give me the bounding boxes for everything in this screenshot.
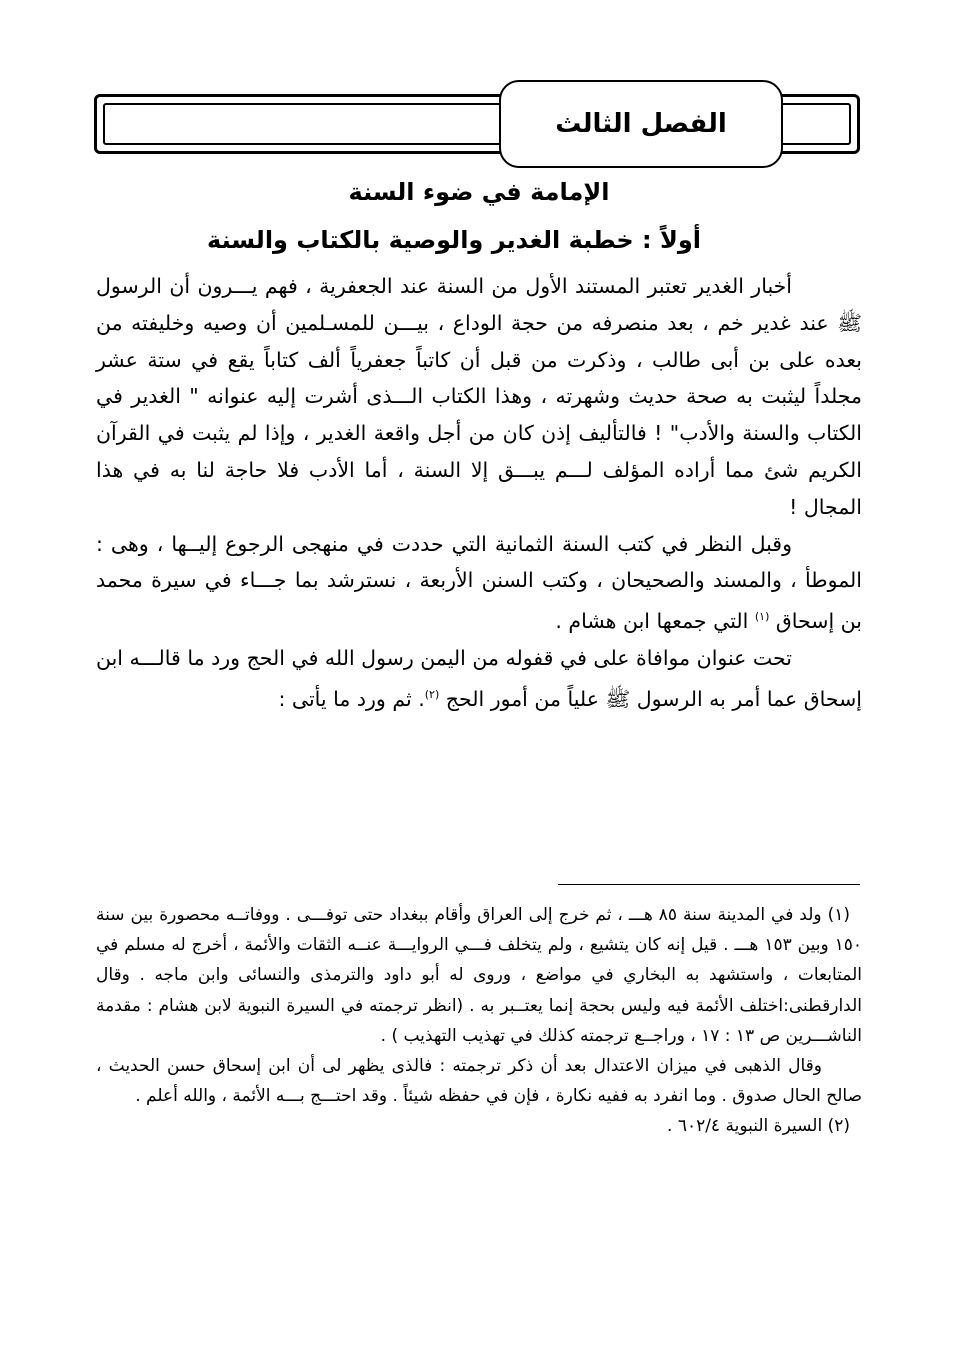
footnote-number: (٢) [827, 1116, 850, 1137]
footnote-text: ولد في المدينة سنة ٨٥ هـــ ، ثم خرج إلى العراق وأقام ببغداد حتى توفـــى . ووفاتــه محصورة بين سنة ١٥٠ وبين ١٥٣ هـــ . قيل إنه كان يتشيع ، ولم يتخلف فـــي الروايـــة عنــه الثقات والأئمة ، أخرج له مسلم في المتابعات ، واستشهد به البخاري في مواضع ، وروى له أبو داود والترمذى والنسائى وابن ماجه . وقال الدارقطنى:اختلف الأئمة فيه وليس بحجة إنما يعتــبر به . (انظر ترجمته في السيرة النبوية لابن هشام : مقدمة الناشـــرين ص ١٣ : ١٧ ، وراجــع ترجمته كذلك في تهذيب التهذيب ) . [96, 905, 862, 1046]
section-title: الإمامة في ضوء السنة [348, 178, 610, 206]
footnote-text: السيرة النبوية ٦٠٢/٤ . [667, 1116, 823, 1137]
body-paragraph [96, 640, 862, 717]
paragraph-text: تحت عنوان موافاة على في قفوله من اليمن رسول الله في الحج ورد ما قالـــه ابن إسحاق عما أمر به الرسول ﷺ علياً من أمور الحج [96, 645, 862, 711]
footnote-reference: (٢) [424, 687, 440, 701]
footnote-1-continuation: وقال الذهبى في ميزان الاعتدال بعد أن ذكر ترجمته : فالذى يظهر لى أن ابن إسحاق حسن الحديث ، صالح الحال صدوق . وما انفرد به ففيه نكارة ، فإن في حفظه شيئاً . وقد احتـــج بـــه الأئمة ، والله أعلم . [96, 1056, 862, 1107]
paragraph-text: . ثم ورد ما يأتى : [278, 686, 425, 711]
footnote-separator [558, 884, 860, 885]
paragraph-text: التي جمعها ابن هشام . [555, 609, 749, 633]
body-text [96, 268, 862, 717]
footnote-reference: (١) [754, 610, 770, 624]
chapter-tab [499, 80, 783, 168]
subsection-title: أولاً : خطبة الغدير والوصية بالكتاب والسنة [207, 226, 701, 254]
footnotes [96, 900, 862, 1142]
chapter-title: الفصل الثالث [555, 109, 727, 139]
body-paragraph [96, 526, 862, 640]
paragraph-text: وقبل النظر في كتب السنة الثمانية التي حددت في منهجى الرجوع إليــها ، وهى : الموطأ ، والمسند والصحيحان ، وكتب السنن الأربعة ، نسترشد بما جـــاء في سيرة محمد بن إسحاق [96, 531, 862, 633]
footnote-2 [96, 1111, 862, 1141]
footnote-1 [96, 900, 862, 1051]
body-paragraph: أخبار الغدير تعتبر المستند الأول من السنة عند الجعفرية ، فهم يـــرون أن الرسول ﷺ عند غدير خم ، بعد منصرفه من حجة الوداع ، بيـــن للمسـلمين أن وصيه وخليفته من بعده على بن أبى طالب ، وذكرت من قبل أن كاتباً جعفرياً ألف كتاباً يقع في ستة عشر مجلداً ليثبت به صحة حديث وشهرته ، وهذا الكتاب الـــذى أشرت إليه عنوانه " الغدير في الكتاب والسنة والأدب" ! فالتأليف إذن كان من أجل واقعة الغدير ، وإذا لم يثبت في القرآن الكريم شئ مما أراده المؤلف لـــم يبـــق إلا السنة ، أما الأدب فلا حاجة لنا به في هذا المجال ! [96, 274, 862, 519]
footnote-number: (١) [827, 905, 850, 925]
